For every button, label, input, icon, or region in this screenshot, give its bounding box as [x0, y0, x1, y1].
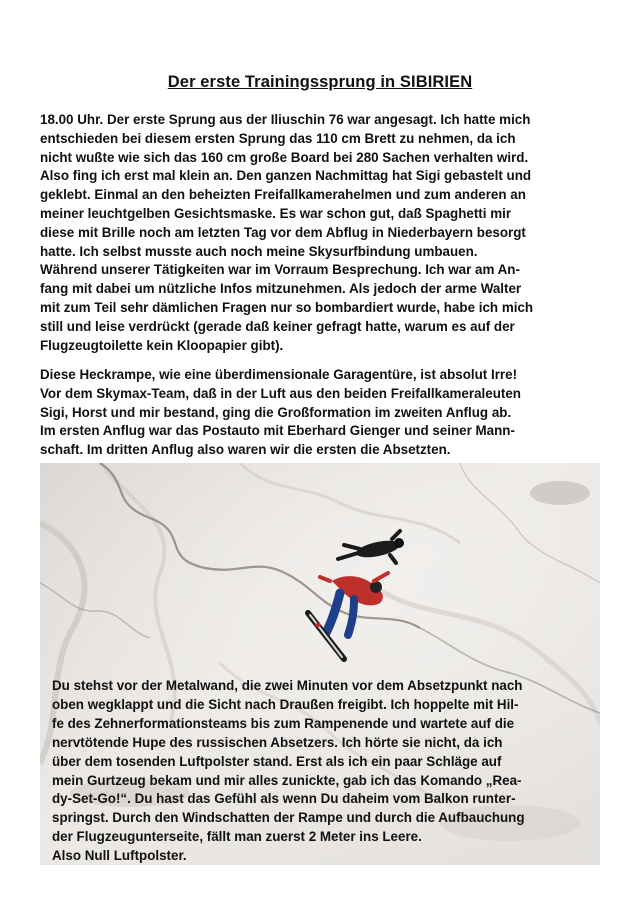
text-line: Also fing ich erst mal klein an. Den ganzen Nachmittag hat Sigi gebastelt und: [40, 168, 532, 184]
caption-line: der Flugzeugunterseite, fällt man zuerst 2 Meter ins Leere.: [52, 829, 422, 845]
caption-line: dy-Set-Go!“. Du hast das Gefühl als wenn Du daheim vom Balkon runter-: [52, 791, 516, 807]
text-line: Im ersten Anflug war das Postauto mit Eberhard Gienger und seiner Mann-: [40, 423, 515, 439]
caption-line: Also Null Luftpolster.: [52, 848, 187, 864]
text-line: fang mit dabei um nützliche Infos mitzunehmen. Als jedoch der arme Walter: [40, 281, 522, 297]
text-line: nicht wußte wie sich das 160 cm große Board bei 280 Sachen verhalten wird.: [40, 149, 529, 165]
text-line: Vor dem Skymax-Team, daß in der Luft aus den beiden Freifallkameraleuten: [40, 385, 521, 401]
text-line: mit zum Teil sehr dämlichen Fragen nur so bombardiert wurde, habe ich mich: [40, 299, 534, 315]
paragraph-ramp: [40, 366, 602, 460]
text-line: schaft. Im dritten Anflug also waren wir die ersten die Absetzten.: [40, 442, 451, 458]
text-line: Sigi, Horst und mir bestand, ging die Großformation im zweiten Anflug ab.: [40, 404, 512, 420]
page-title: Der erste Trainingssprung in SIBIRIEN: [167, 73, 473, 91]
text-line: Diese Heckrampe, wie eine überdimensionale Garagentüre, ist absolut Irre!: [40, 367, 518, 382]
text-line: entschieden bei diesem ersten Sprung das 110 cm Brett zu nehmen, da ich: [40, 130, 516, 146]
caption-line: über dem tosenden Luftpolster stand. Erst als ich ein paar Schläge auf: [52, 753, 502, 769]
caption-line: oben wegklappt und die Sicht nach Draußen freigibt. Ich hoppelte mit Hil-: [52, 696, 519, 712]
caption-line: springst. Durch den Windschatten der Rampe und durch die Aufbauchung: [52, 810, 525, 826]
text-line: meiner leuchtgelben Gesichtsmaske. Es war schon gut, daß Spaghetti mir: [40, 205, 512, 221]
caption-line: mein Gurtzeug bekam und mir alles zunickte, gab ich das Komando „Rea-: [52, 772, 522, 788]
photo-caption: [52, 677, 598, 865]
text-line: hatte. Ich selbst musste auch noch meine Skysurfbindung umbauen.: [40, 243, 478, 259]
caption-line: nervtötende Hupe des russischen Absetzers. Ich hörte sie nicht, da ich: [52, 734, 503, 750]
text-line: Flugzeugtoilette kein Kloopapier gibt).: [40, 337, 284, 353]
text-line: geklebt. Einmal an den beheizten Freifallkamerahelmen und zum anderen an: [40, 187, 526, 203]
text-line: 18.00 Uhr. Der erste Sprung aus der Iliuschin 76 war angesagt. Ich hatte mich: [40, 112, 531, 127]
text-line: still und leise verdrückt (gerade daß keiner gefragt hatte, warum es auf der: [40, 318, 515, 334]
skydiving-photo: [40, 463, 600, 865]
text-line: diese mit Brille noch am letzten Tag vor dem Abflug in Niederbayern besorgt: [40, 224, 526, 240]
caption-line: Du stehst vor der Metalwand, die zwei Minuten vor dem Absetzpunkt nach: [52, 678, 523, 693]
text-line: Während unserer Tätigkeiten war im Vorraum Besprechung. Ich war am An-: [40, 262, 520, 278]
paragraph-training-preparation: [40, 111, 602, 355]
caption-line: fe des Zehnerformationsteams bis zum Rampenende und wartete auf die: [52, 715, 515, 731]
